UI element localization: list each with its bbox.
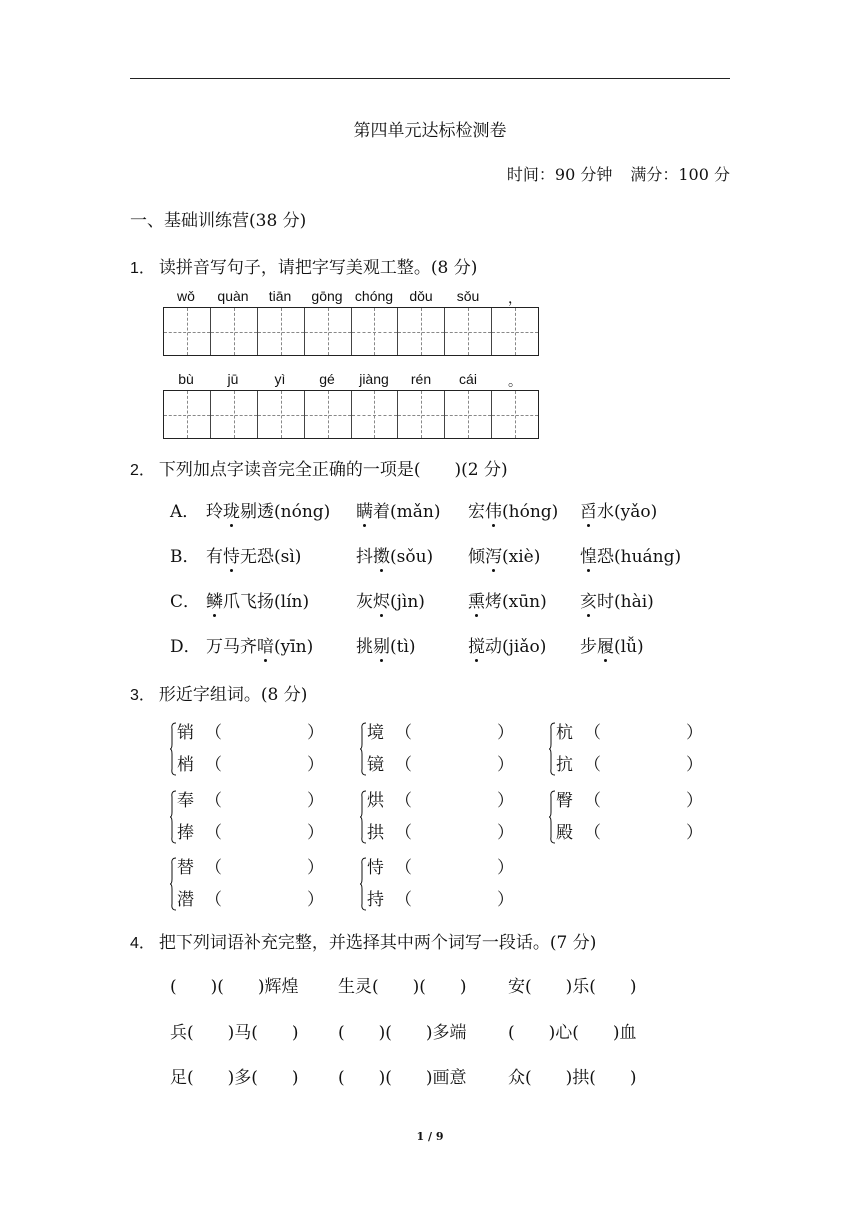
exam-score: 满分：100 分	[630, 165, 730, 184]
char-pair	[367, 853, 517, 915]
grid-cell[interactable]	[164, 391, 211, 438]
question-3	[130, 680, 307, 705]
idiom-blank[interactable]: ( )( )多端	[338, 1023, 467, 1043]
option-word: 瞒着(mǎn)	[356, 497, 440, 522]
option-word: 灰烬(jìn)	[356, 587, 425, 612]
pair-line: 殿 （ ）	[556, 823, 703, 843]
grid-cell[interactable]	[352, 308, 399, 355]
char-pair	[556, 786, 706, 848]
option-word: 抖擞(sǒu)	[356, 542, 433, 567]
grid-cell[interactable]	[445, 308, 492, 355]
pinyin-punct: 。	[508, 373, 522, 389]
top-rule	[130, 78, 730, 79]
pinyin-syllable: jū	[227, 371, 239, 387]
option-label: D．	[170, 637, 201, 657]
pinyin-syllable: tiān	[268, 288, 292, 304]
option-word: 熏烤(xūn)	[468, 587, 547, 612]
grid-cell[interactable]	[398, 391, 445, 438]
option-word: 亥时(hài)	[580, 587, 654, 612]
writing-grid-2[interactable]	[163, 390, 539, 439]
question-1	[130, 253, 477, 278]
brace-icon	[360, 790, 366, 844]
pair-line: 潜 （ ）	[177, 890, 324, 910]
idiom-blank[interactable]: 生灵( )( )	[338, 977, 467, 997]
pair-line: 境 （ ）	[367, 723, 514, 743]
option-word: 挑剔(tì)	[356, 632, 416, 657]
grid-cell[interactable]	[211, 391, 258, 438]
grid-cell[interactable]	[492, 391, 538, 438]
option-word: 万马齐喑(yīn)	[206, 632, 313, 657]
question-number: 3．	[130, 687, 155, 704]
grid-cell[interactable]	[445, 391, 492, 438]
option-word: 宏伟(hóng)	[468, 497, 558, 522]
pinyin-syllable: chóng	[354, 288, 394, 304]
brace-icon	[170, 857, 176, 911]
char-pair	[556, 718, 706, 780]
writing-grid-1[interactable]	[163, 307, 539, 356]
pair-line: 拱 （ ）	[367, 823, 514, 843]
exam-time: 时间：90 分钟	[506, 165, 613, 184]
pair-line: 持 （ ）	[367, 890, 514, 910]
option-word: 搅动(jiǎo)	[468, 632, 546, 657]
pair-line: 镜 （ ）	[367, 755, 514, 775]
idiom-blank[interactable]: ( )( )画意	[338, 1068, 467, 1088]
char-pair	[367, 786, 517, 848]
pinyin-syllable: sǒu	[456, 288, 480, 304]
pinyin-syllable: yì	[274, 371, 286, 387]
option-word: 惶恐(huáng)	[580, 542, 681, 567]
pair-line: 烘 （ ）	[367, 791, 514, 811]
pinyin-syllable: jiàng	[359, 371, 389, 387]
idiom-blank[interactable]: 安( )乐( )	[508, 977, 637, 997]
pair-line: 捧 （ ）	[177, 823, 324, 843]
pinyin-syllable: gé	[319, 371, 335, 387]
pinyin-syllable: bù	[178, 371, 194, 387]
grid-cell[interactable]	[492, 308, 538, 355]
pair-line: 销 （ ）	[177, 723, 324, 743]
option-label: A．	[170, 502, 200, 522]
pair-line: 抗 （ ）	[556, 755, 703, 775]
option-word: 步履(lǚ)	[580, 632, 644, 657]
pair-line: 臀 （ ）	[556, 791, 703, 811]
option-label: C．	[170, 592, 201, 612]
section-heading: 一、基础训练营(38 分)	[130, 211, 307, 231]
pinyin-syllable: dǒu	[409, 288, 433, 304]
question-number: 4．	[130, 935, 155, 952]
char-pair	[177, 853, 327, 915]
idiom-blank[interactable]: 众( )拱( )	[508, 1068, 637, 1088]
pinyin-punct: ，	[508, 290, 522, 306]
grid-cell[interactable]	[305, 391, 352, 438]
idiom-blank[interactable]: ( )心( )血	[508, 1023, 637, 1043]
idiom-blank[interactable]: 足( )多( )	[170, 1068, 299, 1088]
pinyin-row-1	[163, 288, 539, 308]
pair-line: 恃 （ ）	[367, 858, 514, 878]
option-word: 舀水(yǎo)	[580, 497, 657, 522]
brace-icon	[360, 857, 366, 911]
brace-icon	[549, 722, 555, 776]
grid-cell[interactable]	[352, 391, 399, 438]
pinyin-syllable: rén	[410, 371, 432, 387]
pinyin-row-2	[163, 371, 539, 391]
grid-cell[interactable]	[258, 308, 305, 355]
brace-icon	[549, 790, 555, 844]
exam-meta	[507, 162, 730, 185]
pair-line: 替 （ ）	[177, 858, 324, 878]
option-word: 有恃无恐(sì)	[206, 542, 301, 567]
option-word: 鳞爪飞扬(lín)	[206, 587, 309, 612]
question-text: 把下列词语补充完整，并选择其中两个词写一段话。(7 分)	[158, 933, 597, 953]
pinyin-syllable: wǒ	[177, 288, 195, 304]
idiom-blank[interactable]: ( )( )辉煌	[170, 977, 299, 997]
pair-line: 梢 （ ）	[177, 755, 324, 775]
pair-line: 杭 （ ）	[556, 723, 703, 743]
brace-icon	[170, 722, 176, 776]
option-word: 倾泻(xiè)	[468, 542, 540, 567]
question-text: 读拼音写句子，请把字写美观工整。(8 分)	[158, 258, 478, 278]
grid-cell[interactable]	[164, 308, 211, 355]
pinyin-syllable: cái	[459, 371, 477, 387]
question-2	[130, 455, 508, 480]
pinyin-syllable: gōng	[311, 288, 343, 304]
page-title: 第四单元达标检测卷	[353, 121, 507, 141]
question-4	[130, 928, 596, 953]
grid-cell[interactable]	[258, 391, 305, 438]
question-text: 形近字组词。(8 分)	[158, 685, 308, 705]
option-label: B．	[170, 547, 200, 567]
char-pair	[177, 718, 327, 780]
grid-cell[interactable]	[211, 308, 258, 355]
char-pair	[367, 718, 517, 780]
pinyin-syllable: quàn	[217, 288, 249, 304]
question-number: 1．	[130, 260, 155, 277]
option-word: 玲珑剔透(nóng)	[206, 497, 330, 522]
pair-line: 奉 （ ）	[177, 791, 324, 811]
grid-cell[interactable]	[398, 308, 445, 355]
char-pair	[177, 786, 327, 848]
question-number: 2．	[130, 462, 155, 479]
idiom-blank[interactable]: 兵( )马( )	[170, 1023, 299, 1043]
brace-icon	[170, 790, 176, 844]
question-text: 下列加点字读音完全正确的一项是( )(2 分)	[158, 460, 508, 480]
page-number: 1 / 9	[416, 1130, 444, 1143]
grid-cell[interactable]	[305, 308, 352, 355]
brace-icon	[360, 722, 366, 776]
